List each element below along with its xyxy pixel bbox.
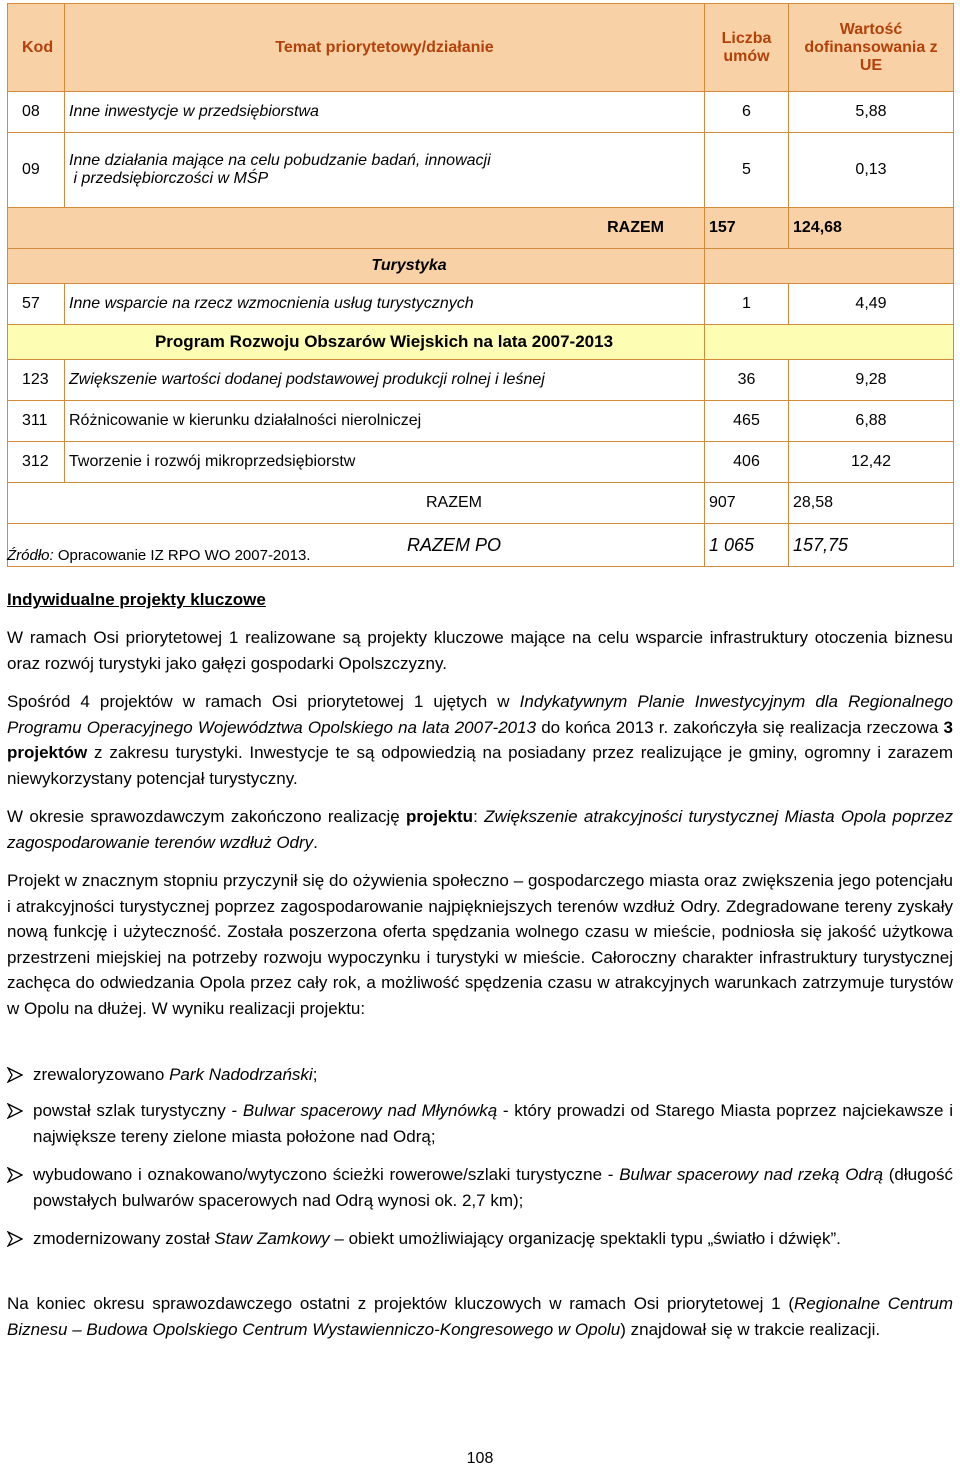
razem-label: RAZEM [8,208,705,249]
razem-liczba: 157 [705,208,789,249]
header-liczba: Liczba umów [705,4,789,92]
cell-kod: 312 [8,442,65,483]
cell-kod: 311 [8,401,65,442]
cell-kod: 09 [8,133,65,208]
section-row-turystyka [8,249,954,284]
razem-wartosc: 124,68 [789,208,954,249]
p3-text-e: . [313,832,318,852]
p3-text-a: W okresie sprawozdawczym zakończono realizację [7,807,406,826]
cell-wartosc: 6,88 [789,401,954,442]
paragraph-4: Projekt w znacznym stopniu przyczynił się do ożywienia społeczno – gospodarczego miasta oraz zwiększenia jego potencjału i atrakcyjności turystycznej poprzez zagospodarowanie najpiękniejszych terenów wzdłuż Odry. Zdegradowane tereny zyskały nową funkcję i użyteczność. Została poszerzona oferta spędzania wolnego czasu w mieście, podniosła się jakość użytkowa przestrzeni miejskiej na potrzeby rozwoju wypoczynku i turystyki w mieście. Całoroczny charakter infrastruktury turystycznej zachęca do odwiedzania Opola przez cały rok, a możliwość spędzenia czasu w atrakcyjnych warunkach zatrzymuje turystów w Opolu na dłużej. W wyniku realizacji projektu: [7,871,953,1018]
p2-text-e: z zakresu turystyki. Inwestycje te są odpowiedzią na posiadany przez realizujące je gminy, ogromny i zarazem niewykorzystany potencjał turystyczny. [7,743,953,788]
p3-text-c: : [473,807,485,826]
bullet-italic: Bulwar spacerowy nad Młynówką [242,1101,498,1120]
bullet-italic: Park Nadodrzański [169,1065,313,1084]
source-text: Opracowanie IZ RPO WO 2007-2013. [57,547,311,564]
header-wartosc: Wartość dofinansowania z UE [789,4,954,92]
table-row [8,401,954,442]
bullet-text [33,1062,953,1088]
paragraph-5 [7,1291,953,1342]
section-turystyka-empty [705,249,954,284]
razem-row-2 [8,483,954,524]
header-kod: Kod [8,4,65,92]
cell-desc: Różnicowanie w kierunku działalności nierolniczej [65,401,705,442]
arrow-bullet-icon [7,1226,31,1247]
section-row-prow [8,325,954,360]
table-row [8,442,954,483]
source-prefix: Źródło: [7,547,54,564]
cell-kod: 57 [8,284,65,325]
cell-desc: Inne wsparcie na rzecz wzmocnienia usług turystycznych [65,284,705,325]
section-title: Indywidualne projekty kluczowe [7,590,266,609]
cell-desc-line2: i przedsiębiorczości w MŚP [73,170,269,187]
razem-po-label: RAZEM PO [8,524,705,567]
cell-wartosc: 4,49 [789,284,954,325]
bullet-text-a: zrewaloryzowano [33,1065,170,1084]
cell-wartosc: 5,88 [789,92,954,133]
razem2-label: RAZEM [8,483,705,524]
razem-po-liczba: 1 065 [705,524,789,567]
razem2-wartosc: 28,58 [789,483,954,524]
bullet-text-a: wybudowano i oznakowano/wytyczono ścieżki rowerowe/szlaki turystyczne - [33,1165,620,1184]
bullet-text [33,1162,953,1213]
p5-text-a: Na koniec okresu sprawozdawczego ostatni z projektów kluczowych w ramach Osi priorytetowej 1 ( [7,1294,795,1313]
razem2-liczba: 907 [705,483,789,524]
cell-wartosc: 9,28 [789,360,954,401]
cell-desc: Tworzenie i rozwój mikroprzedsiębiorstw [65,442,705,483]
bullet-text-c: ; [312,1065,318,1084]
bullet-text-c: (długość powstałych bulwarów spacerowych nad Odrą wynosi ok. 2,7 km); [33,1165,954,1210]
arrow-bullet-icon [7,1062,31,1083]
razem-po-wartosc: 157,75 [789,524,954,567]
arrow-bullet-icon [7,1098,31,1119]
cell-kod: 123 [8,360,65,401]
cell-liczba: 5 [705,133,789,208]
table-row [8,360,954,401]
table-row [8,92,954,133]
cell-desc [65,133,705,208]
section-prow-empty [705,325,954,360]
bullet-italic: Staw Zamkowy [214,1229,330,1248]
bullet-text-c: - który prowadzi od Starego Miasta poprzez najciekawsze i największe tereny zielone miasta położone nad Odrą; [33,1101,953,1146]
cell-liczba: 1 [705,284,789,325]
cell-desc-line1: Inne działania mające na celu pobudzanie badań, innowacji [69,152,491,169]
cell-desc: Zwiększenie wartości dodanej podstawowej produkcji rolnej i leśnej [65,360,705,401]
cell-liczba: 36 [705,360,789,401]
bullet-italic: Bulwar spacerowy nad rzeką Odrą [619,1165,884,1184]
razem-row [8,208,954,249]
bullet-text [33,1226,953,1252]
cell-liczba: 406 [705,442,789,483]
paragraph-2 [7,689,953,791]
bullet-text-a: powstał szlak turystyczny - [33,1101,243,1120]
table-source [7,547,310,564]
p5-italic-project: Regionalne Centrum Biznesu – Budowa Opolskiego Centrum Wystawienniczo-Kongresowego w Opolu [7,1294,953,1339]
p3-bold-projekt: projektu [406,807,474,826]
cell-kod: 08 [8,92,65,133]
bullet-text-a: zmodernizowany został [33,1229,215,1248]
paragraph-1: W ramach Osi priorytetowej 1 realizowane są projekty kluczowe mające na celu wsparcie infrastruktury otoczenia biznesu oraz rozwój turystyki jako gałęzi gospodarki Opolszczyzny. [7,628,953,673]
p2-italic-plan: Indykatywnym Planie Inwestycyjnym dla Regionalnego Programu Operacyjnego Województwa Opolskiego na lata 2007-2013 [7,692,953,737]
table-row [8,133,954,208]
bullet-text [33,1098,953,1149]
p2-text-c: do końca 2013 r. zakończyła się realizacja rzeczowa [536,717,944,737]
p5-text-c: ) znajdował się w trakcie realizacji. [620,1319,881,1339]
arrow-bullet-icon [7,1162,31,1183]
cell-liczba: 465 [705,401,789,442]
contracts-table [7,3,954,567]
paragraph-3 [7,804,953,855]
table-row [8,284,954,325]
section-turystyka-label: Turystyka [8,249,705,284]
cell-wartosc: 12,42 [789,442,954,483]
table-header-row [8,4,954,92]
cell-desc: Inne inwestycje w przedsiębiorstwa [65,92,705,133]
p2-bold-count: 3 projektów [7,717,953,762]
cell-liczba: 6 [705,92,789,133]
page-number: 108 [466,1450,494,1467]
p3-italic-title: Zwiększenie atrakcyjności turystycznej Miasta Opola poprzez zagospodarowanie terenów wzdłuż Odry [7,807,953,852]
cell-wartosc: 0,13 [789,133,954,208]
section-prow-label: Program Rozwoju Obszarów Wiejskich na lata 2007-2013 [8,325,705,360]
bullet-text-c: – obiekt umożliwiający organizację spektakli typu „światło i dźwięk”. [329,1229,841,1248]
p2-text-a: Spośród 4 projektów w ramach Osi priorytetowej 1 ujętych w [7,692,520,711]
header-temat: Temat priorytetowy/działanie [65,4,705,92]
